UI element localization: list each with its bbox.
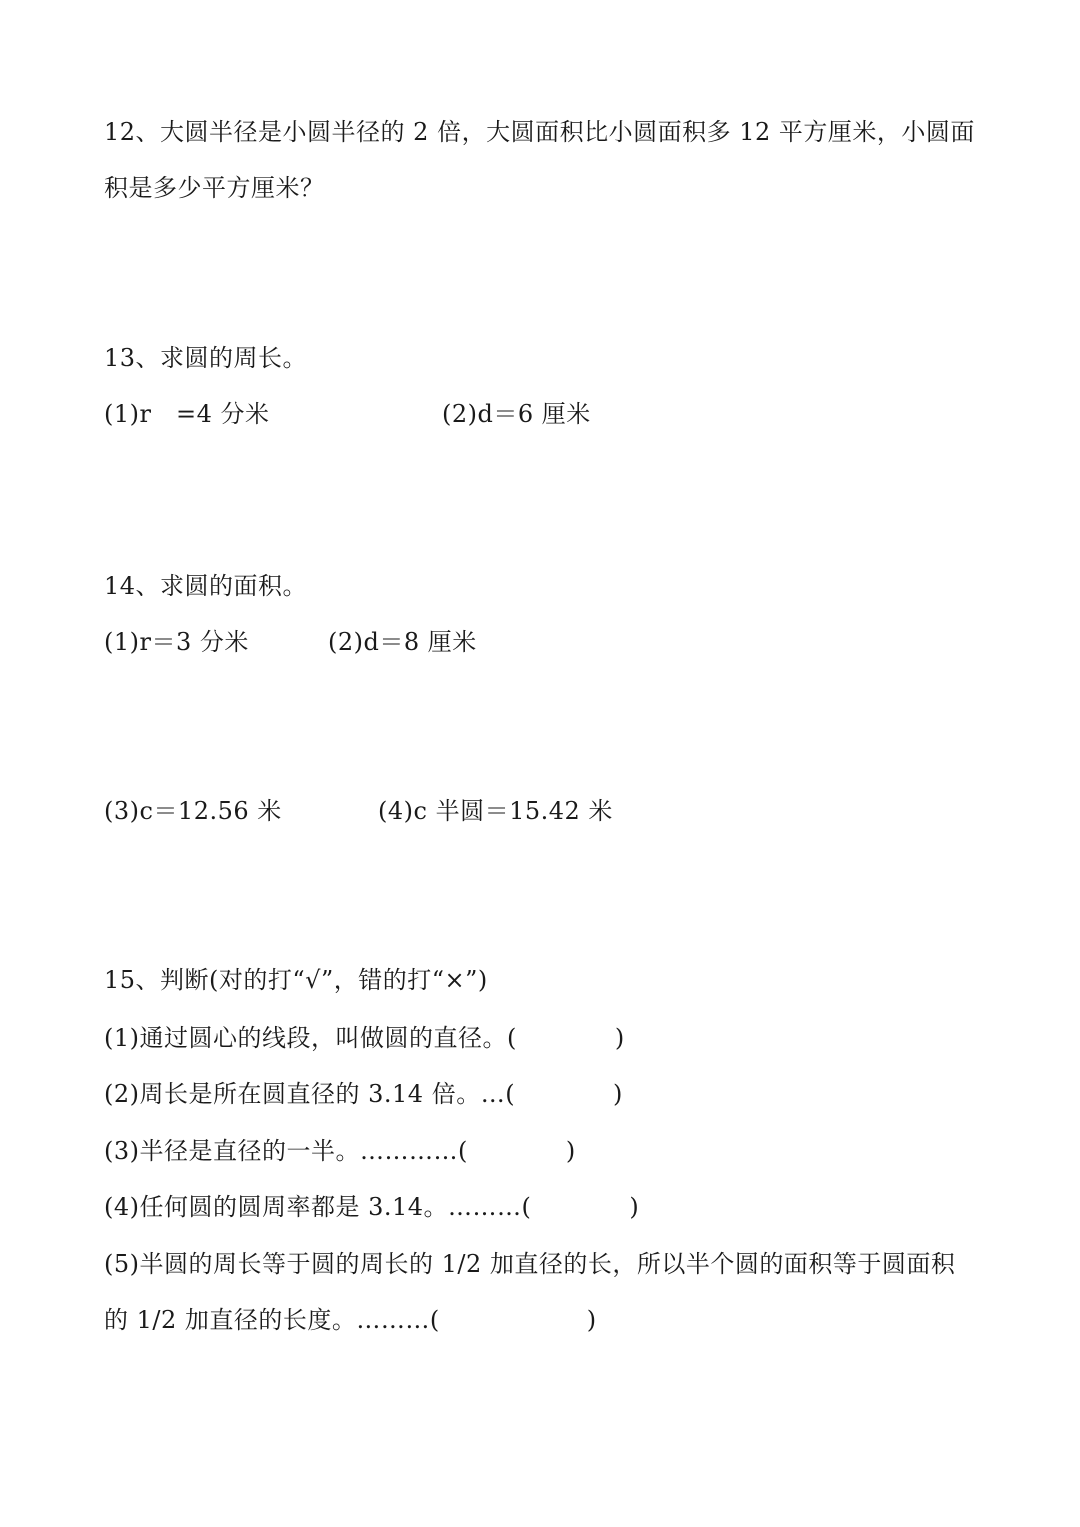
q13-item-1: (1)r =4 分米 (104, 400, 270, 428)
q13-item-2: (2)d＝6 厘米 (442, 400, 591, 428)
q15-title: 15、判断(对的打“√”，错的打“×”) (104, 966, 488, 994)
q14-item-4: (4)c 半圆＝15.42 米 (378, 797, 613, 825)
q15-item-5-line2: 的 1/2 加直径的长度。………( ) (104, 1306, 597, 1334)
q15-item-4: (4)任何圆的圆周率都是 3.14。………( ) (104, 1193, 640, 1221)
q13-title: 13、求圆的周长。 (104, 344, 308, 372)
q15-item-5-line1: (5)半圆的周长等于圆的周长的 1/2 加直径的长，所以半个圆的面积等于圆面积 (104, 1250, 956, 1278)
q14-item-3: (3)c＝12.56 米 (104, 797, 282, 825)
q14-title: 14、求圆的面积。 (104, 572, 308, 600)
q15-item-1: (1)通过圆心的线段，叫做圆的直径。( ) (104, 1024, 625, 1052)
q15-item-2: (2)周长是所在圆直径的 3.14 倍。…( ) (104, 1080, 623, 1108)
q14-item-2: (2)d＝8 厘米 (328, 628, 477, 656)
q14-item-1: (1)r＝3 分米 (104, 628, 249, 656)
q15-item-3: (3)半径是直径的一半。…………( ) (104, 1137, 576, 1165)
q12-text-line1: 12、大圆半径是小圆半径的 2 倍，大圆面积比小圆面积多 12 平方厘米，小圆面 (104, 118, 975, 146)
q12-text-line2: 积是多少平方厘米？ (104, 174, 325, 202)
